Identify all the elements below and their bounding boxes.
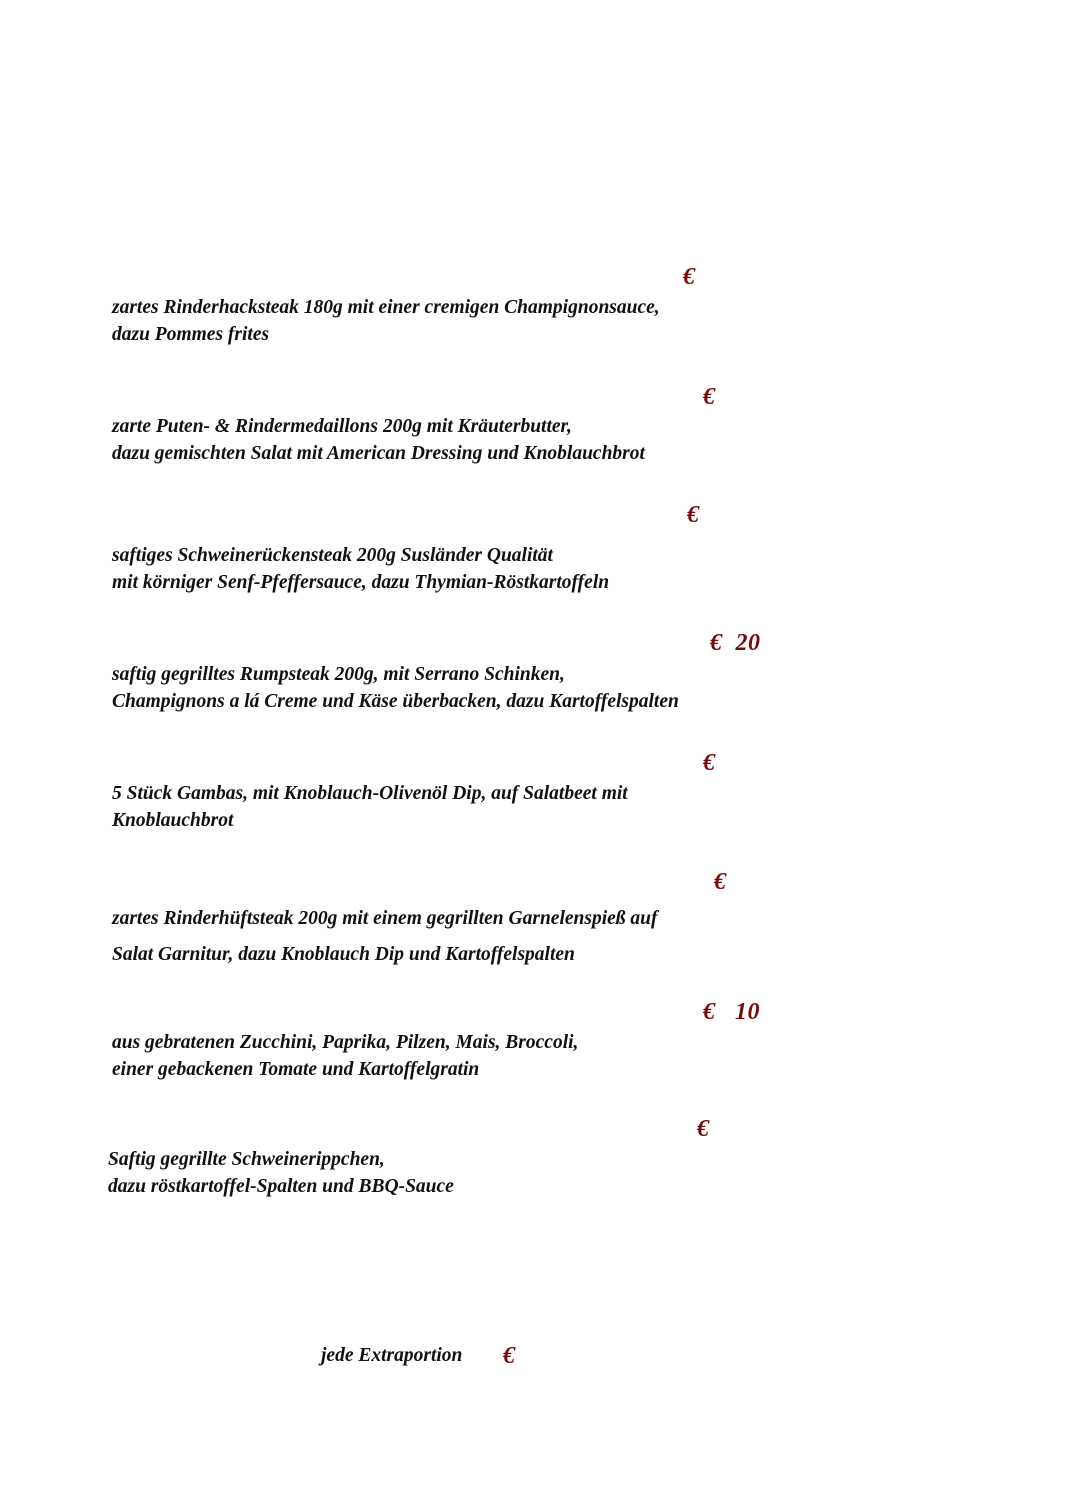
item-description (112, 413, 645, 467)
description-line: zarte Puten- & Rindermedaillons 200g mit Kräuterbutter, (112, 416, 572, 437)
item-description (112, 661, 679, 715)
description-line: dazu Pommes frites (112, 324, 270, 345)
item-price: € (697, 1116, 710, 1142)
description-line: einer gebackenen Tomate und Kartoffelgratin (112, 1059, 480, 1080)
item-price: € (714, 869, 727, 895)
item-description (112, 1029, 578, 1083)
description-line: aus gebratenen Zucchini, Paprika, Pilzen, Mais, Broccoli, (112, 1032, 579, 1053)
description-line: mit körniger Senf-Pfeffersauce, dazu Thymian-Röstkartoffeln (112, 572, 610, 593)
item-description (112, 780, 628, 834)
description-line: zartes Rinderhacksteak 180g mit einer cremigen Champignonsauce, (112, 297, 660, 318)
item-price: € (703, 750, 716, 776)
description-line: saftig gegrilltes Rumpsteak 200g, mit Serrano Schinken, (112, 664, 565, 685)
item-price: € (687, 502, 700, 528)
item-description (112, 542, 609, 596)
item-price: € (683, 264, 696, 290)
description-line: Champignons a lá Creme und Käse überbacken, dazu Kartoffelspalten (112, 691, 679, 712)
item-price: € 20 (710, 630, 761, 656)
description-line: zartes Rinderhüftsteak 200g mit einem gegrillten Garnelenspieß auf (112, 908, 658, 929)
item-description (112, 294, 660, 348)
description-line: Knoblauchbrot (112, 810, 234, 831)
description-line: dazu gemischten Salat mit American Dressing und Knoblauchbrot (112, 443, 645, 464)
item-price: € 10 (703, 999, 760, 1025)
description-line: dazu röstkartoffel-Spalten und BBQ-Sauce (108, 1176, 454, 1197)
description-line: 5 Stück Gambas, mit Knoblauch-Olivenöl Dip, auf Salatbeet mit (112, 783, 628, 804)
description-line: Saftig gegrillte Schweinerippchen, (108, 1149, 385, 1170)
extra-portion-label: jede Extraportion (321, 1345, 463, 1366)
item-price: € (703, 384, 716, 410)
extra-portion-price: € (503, 1343, 515, 1369)
description-line: saftiges Schweinerückensteak 200g Susländer Qualität (112, 545, 553, 566)
item-description (112, 901, 658, 973)
description-line: Salat Garnitur, dazu Knoblauch Dip und Kartoffelspalten (112, 944, 575, 965)
item-description (108, 1146, 454, 1200)
